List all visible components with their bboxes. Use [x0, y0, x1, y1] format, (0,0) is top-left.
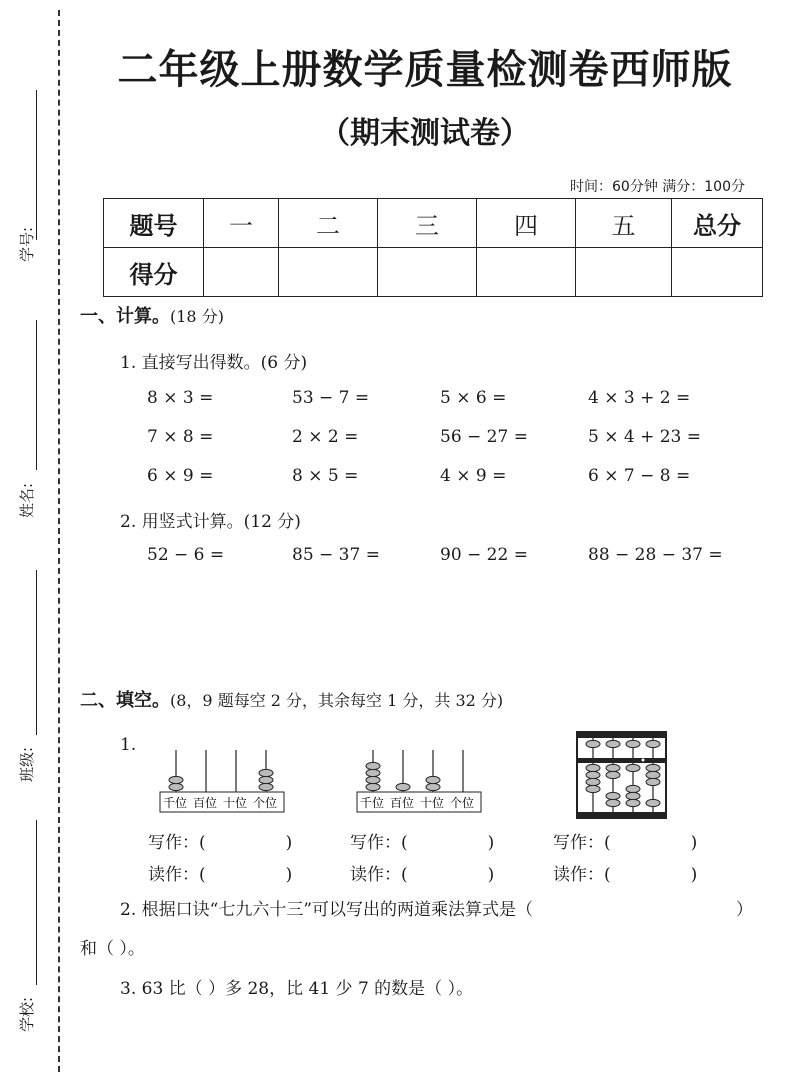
page-title: 二年级上册数学质量检测卷西师版 [117, 47, 733, 93]
abacus-2 [355, 745, 485, 815]
section1-q1-title: 1. 直接写出得数。(6 分) [120, 353, 308, 373]
abacus-1-read [148, 860, 292, 885]
abacus-bead [366, 776, 380, 783]
school-label: 学校: [18, 996, 36, 1032]
calc-item: 6 × 7 − 8 = [588, 466, 691, 486]
score-input-total[interactable] [672, 248, 763, 297]
abacus-2-write [350, 828, 494, 853]
score-input-2[interactable] [279, 248, 378, 297]
vertical-calc-item: 85 − 37 = [292, 545, 380, 565]
section1-title: 一、计算。 [80, 306, 170, 327]
school-line [36, 820, 37, 985]
abacus-3-write [553, 828, 697, 853]
calc-item: 8 × 3 = [147, 388, 214, 408]
place-label-ones: 个位 [253, 796, 278, 810]
score-cell-total: 总分 [672, 199, 763, 248]
read-label: 读作：( [148, 865, 206, 885]
write-label: 写作：( [350, 833, 408, 853]
calc-item: 5 × 4 + 23 = [588, 427, 702, 447]
name-label: 姓名: [18, 482, 36, 518]
close-paren: ) [487, 833, 495, 853]
calc-item: 2 × 2 = [292, 427, 359, 447]
section2-heading [80, 686, 503, 712]
place-label-hundreds: 百位 [193, 796, 218, 810]
place-label-tens: 十位 [223, 796, 248, 810]
name-line [36, 320, 37, 470]
section2-title: 二、填空。 [80, 690, 170, 711]
calc-item: 7 × 8 = [147, 427, 214, 447]
abacus-bead [366, 783, 380, 790]
abacus-3 [575, 730, 670, 822]
vertical-calc-item: 88 − 28 − 37 = [588, 545, 723, 565]
close-paren: ) [285, 833, 293, 853]
place-label-thousands: 千位 [163, 796, 188, 810]
write-label: 写作：( [148, 833, 206, 853]
section1-heading [80, 302, 224, 328]
abacus-bead [259, 776, 273, 783]
section1-note: (18 分) [170, 307, 224, 326]
abacus-bead [259, 783, 273, 790]
calc-item: 6 × 9 = [147, 466, 214, 486]
page-subtitle: （期末测试卷） [320, 116, 530, 151]
calc-item: 5 × 6 = [440, 388, 507, 408]
class-line [36, 570, 37, 735]
place-label-tens: 十位 [420, 796, 445, 810]
score-input-4[interactable] [477, 248, 576, 297]
abacus-1-rods [176, 750, 266, 792]
calc-item: 56 − 27 = [440, 427, 528, 447]
score-cell-5: 五 [576, 199, 672, 248]
student-id-line [36, 90, 37, 240]
abacus-bead [259, 769, 273, 776]
place-label-hundreds: 百位 [390, 796, 415, 810]
score-row-label: 得分 [104, 248, 204, 297]
place-label-thousands: 千位 [360, 796, 385, 810]
calc-item: 4 × 9 = [440, 466, 507, 486]
section2-q1-number: 1. [120, 735, 137, 755]
calc-item: 53 − 7 = [292, 388, 370, 408]
section1-q2-title: 2. 用竖式计算。(12 分) [120, 512, 301, 532]
read-label: 读作：( [553, 865, 611, 885]
abacus-bead [426, 783, 440, 790]
score-cell-4: 四 [477, 199, 576, 248]
vertical-calc-item: 52 − 6 = [147, 545, 225, 565]
place-label-ones: 个位 [450, 796, 475, 810]
score-table [103, 198, 763, 297]
score-input-1[interactable] [204, 248, 279, 297]
section2-q2-line1-end: ） [736, 900, 753, 920]
close-paren: ) [285, 865, 293, 885]
score-input-5[interactable] [576, 248, 672, 297]
abacus-2-rods [373, 750, 463, 792]
section2-note: (8，9 题每空 2 分，其余每空 1 分，共 32 分) [170, 691, 504, 710]
section2-q2-line1: 2. 根据口诀“七九六十三”可以写出的两道乘法算式是（ [120, 900, 534, 920]
abacus-1-write [148, 828, 292, 853]
vertical-calc-item: 90 − 22 = [440, 545, 528, 565]
close-paren: ) [690, 865, 698, 885]
abacus-bead [366, 762, 380, 769]
section2-q3: 3. 63 比（ ）多 28，比 41 少 7 的数是（ ）。 [120, 979, 474, 999]
read-label: 读作：( [350, 865, 408, 885]
calc-item: 8 × 5 = [292, 466, 359, 486]
score-cell-1: 一 [204, 199, 279, 248]
abacus-bead [366, 769, 380, 776]
class-label: 班级: [18, 746, 36, 782]
abacus-bead [169, 783, 183, 790]
calc-item: 4 × 3 + 2 = [588, 388, 691, 408]
close-paren: ) [487, 865, 495, 885]
write-label: 写作：( [553, 833, 611, 853]
binding-dashed-line [58, 10, 60, 1072]
exam-info: 时间：60分钟 满分：100分 [570, 179, 745, 195]
score-cell-2: 二 [279, 199, 378, 248]
abacus-bead [396, 783, 410, 790]
section2-q2-line2: 和（ ）。 [80, 939, 145, 959]
abacus-3-read [553, 860, 697, 885]
abacus-bead [169, 776, 183, 783]
score-input-3[interactable] [378, 248, 477, 297]
abacus-bead [426, 776, 440, 783]
abacus-1-beads [169, 769, 273, 790]
score-table-score-row [104, 248, 763, 297]
score-cell-label: 题号 [104, 199, 204, 248]
close-paren: ) [690, 833, 698, 853]
score-cell-3: 三 [378, 199, 477, 248]
student-id-label: 学号: [18, 226, 36, 262]
abacus-1 [158, 745, 288, 815]
score-table-header-row [104, 199, 763, 248]
abacus-2-read [350, 860, 494, 885]
